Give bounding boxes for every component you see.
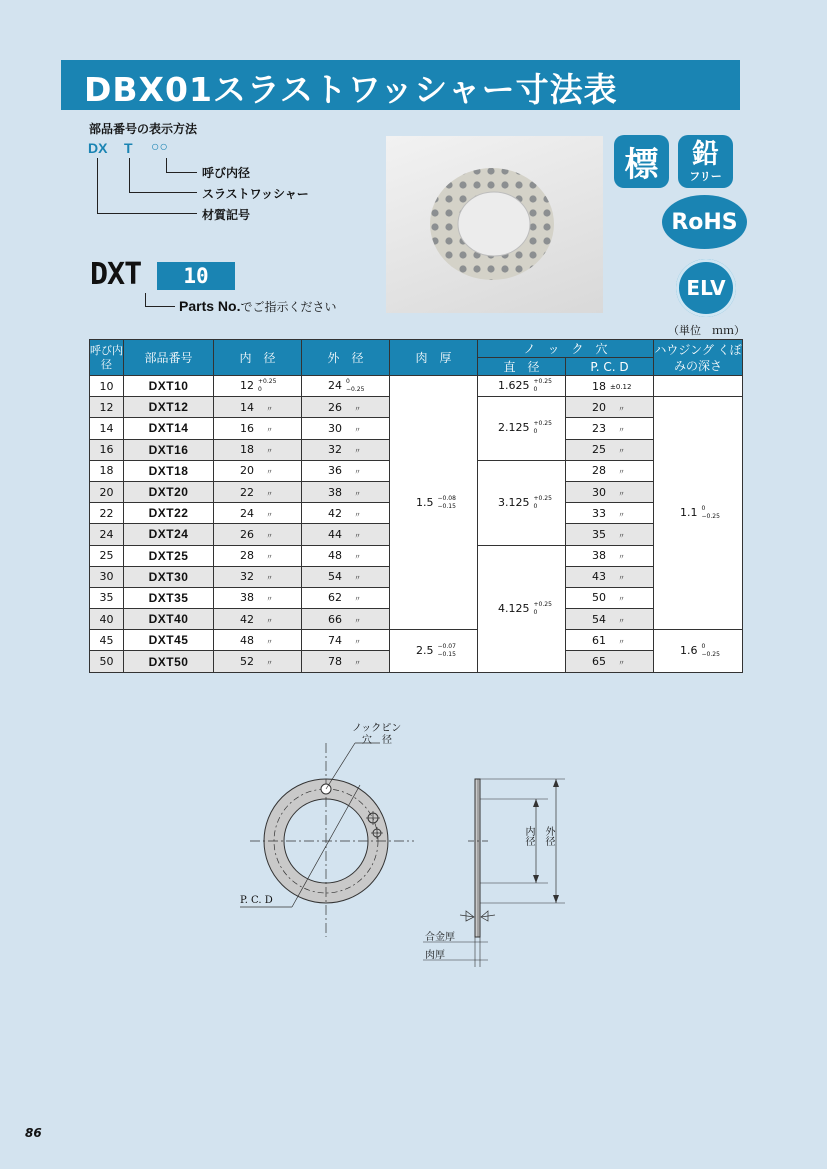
dimension-table — [89, 339, 743, 673]
header-inner: 内 径 — [214, 340, 302, 376]
table-row — [90, 376, 743, 397]
rohs-badge: RoHS — [662, 195, 747, 249]
part-number-cell: DXT14 — [124, 418, 214, 439]
product-photo — [386, 136, 603, 313]
outer-cell: 38 〃 — [302, 481, 390, 502]
elv-badge: ELV — [676, 259, 736, 317]
knock-diameter-cell: 2.125 +0.25 0 — [478, 397, 566, 461]
label-material-code: 材質記号 — [202, 208, 251, 222]
outer-cell: 32 〃 — [302, 439, 390, 460]
leader-line — [129, 158, 130, 193]
page-number: 86 — [25, 1126, 42, 1140]
pcd-cell: 23 〃 — [566, 418, 654, 439]
inner-cell: 24 〃 — [214, 503, 302, 524]
table-row — [90, 630, 743, 651]
inner-cell: 26 〃 — [214, 524, 302, 545]
outer-cell: 62 〃 — [302, 587, 390, 608]
nominal-cell: 45 — [90, 630, 124, 651]
leader-line — [97, 213, 197, 214]
part-number-cell: DXT20 — [124, 481, 214, 502]
part-number-cell: DXT50 — [124, 651, 214, 672]
code-size: ○○ — [151, 138, 168, 154]
standard-badge: 標 — [614, 135, 669, 188]
housing-depth-cell — [654, 397, 743, 630]
nominal-cell: 40 — [90, 609, 124, 630]
inner-cell: 32 〃 — [214, 566, 302, 587]
parts-no-bold: Parts No. — [179, 298, 241, 314]
pcd-cell: 38 〃 — [566, 545, 654, 566]
pcd-cell: 61 〃 — [566, 630, 654, 651]
nominal-cell: 10 — [90, 376, 124, 397]
notation-heading: 部品番号の表示方法 — [89, 122, 198, 136]
unit-label: （単位 ｍｍ） — [668, 324, 745, 337]
nominal-cell: 16 — [90, 439, 124, 460]
housing-cell-empty — [654, 376, 743, 397]
nominal-cell: 14 — [90, 418, 124, 439]
header-nominal: 呼び内径 — [90, 340, 124, 376]
nominal-cell: 18 — [90, 460, 124, 481]
nominal-cell: 22 — [90, 503, 124, 524]
outer-cell: 44 〃 — [302, 524, 390, 545]
nominal-cell: 30 — [90, 566, 124, 587]
inner-cell: 18 〃 — [214, 439, 302, 460]
part-number-cell: DXT25 — [124, 545, 214, 566]
header-part-number: 部品番号 — [124, 340, 214, 376]
outer-label: 外径 — [543, 826, 554, 846]
thickness-cell — [390, 376, 478, 630]
nominal-cell: 12 — [90, 397, 124, 418]
pcd-cell: 18 ±0.12 — [566, 376, 654, 397]
outer-cell: 74 〃 — [302, 630, 390, 651]
thickness-cell — [390, 630, 478, 672]
thickness-value: 1.5 — [416, 495, 434, 509]
inner-label: 内径 — [523, 826, 534, 846]
pcd-cell: 54 〃 — [566, 609, 654, 630]
knock-pin-label-2: 穴 径 — [362, 735, 392, 746]
outer-tolerance: 0 −0.25 — [346, 378, 365, 394]
housing-tolerance: 0 −0.25 — [701, 642, 720, 658]
label-thrust-washer: スラストワッシャー — [202, 187, 309, 201]
alloy-thickness-label: 合金厚 — [425, 932, 455, 943]
pcd-cell: 43 〃 — [566, 566, 654, 587]
label-nominal-bore: 呼び内径 — [202, 166, 251, 180]
part-number-cell: DXT18 — [124, 460, 214, 481]
outer-cell: 42 〃 — [302, 503, 390, 524]
part-number-cell: DXT30 — [124, 566, 214, 587]
inner-cell: 16 〃 — [214, 418, 302, 439]
inner-cell: 14 〃 — [214, 397, 302, 418]
outer-cell: 66 〃 — [302, 609, 390, 630]
leader-line — [97, 158, 98, 214]
series-name: DXT — [90, 257, 142, 292]
washer-side-view — [475, 779, 480, 937]
code-dx: DX — [88, 140, 108, 156]
size-box: 10 — [157, 262, 235, 290]
code-t: T — [124, 140, 133, 156]
pcd-cell: 65 〃 — [566, 651, 654, 672]
page-title: DBX01スラストワッシャー寸法表 — [84, 70, 618, 109]
pcd-cell: 50 〃 — [566, 587, 654, 608]
pcd-cell: 30 〃 — [566, 481, 654, 502]
inner-cell: 22 〃 — [214, 481, 302, 502]
parts-no-note — [179, 298, 336, 315]
inner-cell: 38 〃 — [214, 587, 302, 608]
thickness-tolerance: −0.07 −0.15 — [437, 642, 456, 658]
inner-cell: 20 〃 — [214, 460, 302, 481]
inner-tolerance: +0.25 0 — [258, 378, 277, 394]
housing-depth-cell — [654, 630, 743, 672]
inner-cell: 28 〃 — [214, 545, 302, 566]
outer-cell: 26 〃 — [302, 397, 390, 418]
part-number-cell: DXT10 — [124, 376, 214, 397]
pcd-cell: 25 〃 — [566, 439, 654, 460]
thickness-tolerance: −0.08 −0.15 — [437, 494, 456, 510]
leader-line — [166, 158, 167, 173]
header-outer: 外 径 — [302, 340, 390, 376]
thickness-value: 2.5 — [416, 643, 434, 657]
knock-pin-label-1: ノックピン — [352, 723, 402, 734]
outer-cell: 54 〃 — [302, 566, 390, 587]
nominal-cell: 35 — [90, 587, 124, 608]
part-number-cell: DXT12 — [124, 397, 214, 418]
leader-line — [145, 293, 146, 307]
wall-thickness-label: 肉厚 — [425, 950, 445, 961]
outer-cell: 48 〃 — [302, 545, 390, 566]
housing-tolerance: 0 −0.25 — [701, 505, 720, 521]
knock-diameter-cell: 1.625 +0.25 0 — [478, 376, 566, 397]
part-number-cell: DXT35 — [124, 587, 214, 608]
header-knock-hole: ノ ッ ク 穴 — [478, 340, 654, 358]
part-number-cell: DXT16 — [124, 439, 214, 460]
inner-cell — [214, 376, 302, 397]
pcd-cell: 28 〃 — [566, 460, 654, 481]
outer-cell — [302, 376, 390, 397]
part-number-cell: DXT22 — [124, 503, 214, 524]
housing-value: 1.1 — [680, 506, 698, 520]
leader-line — [166, 172, 197, 173]
inner-value: 12 — [240, 379, 254, 393]
inner-cell: 52 〃 — [214, 651, 302, 672]
knock-diameter-cell: 4.125 +0.25 0 — [478, 545, 566, 672]
header-thickness: 肉 厚 — [390, 340, 478, 376]
outer-cell: 78 〃 — [302, 651, 390, 672]
lead-free-badge — [678, 135, 733, 188]
nominal-cell: 50 — [90, 651, 124, 672]
outer-value: 24 — [328, 379, 342, 393]
part-number-cell: DXT45 — [124, 630, 214, 651]
parts-no-rest: でご指示ください — [240, 300, 337, 314]
header-pcd: P. C. D — [566, 358, 654, 376]
leader-line — [145, 306, 175, 307]
pcd-cell: 35 〃 — [566, 524, 654, 545]
nominal-cell: 24 — [90, 524, 124, 545]
pcd-label: P. C. D — [240, 895, 273, 906]
housing-value: 1.6 — [680, 643, 698, 657]
lead-free-text: フリー — [689, 170, 722, 183]
part-number-cell: DXT24 — [124, 524, 214, 545]
inner-cell: 42 〃 — [214, 609, 302, 630]
part-number-cell: DXT40 — [124, 609, 214, 630]
header-housing: ハウジング くぼみの深さ — [654, 340, 743, 376]
inner-cell: 48 〃 — [214, 630, 302, 651]
header-knock-diameter: 直 径 — [478, 358, 566, 376]
lead-free-kanji: 鉛 — [692, 139, 719, 170]
knock-diameter-cell: 3.125 +0.25 0 — [478, 460, 566, 545]
outer-cell: 36 〃 — [302, 460, 390, 481]
leader-line — [129, 192, 197, 193]
pcd-cell: 33 〃 — [566, 503, 654, 524]
nominal-cell: 20 — [90, 481, 124, 502]
outer-cell: 30 〃 — [302, 418, 390, 439]
pcd-cell: 20 〃 — [566, 397, 654, 418]
nominal-cell: 25 — [90, 545, 124, 566]
